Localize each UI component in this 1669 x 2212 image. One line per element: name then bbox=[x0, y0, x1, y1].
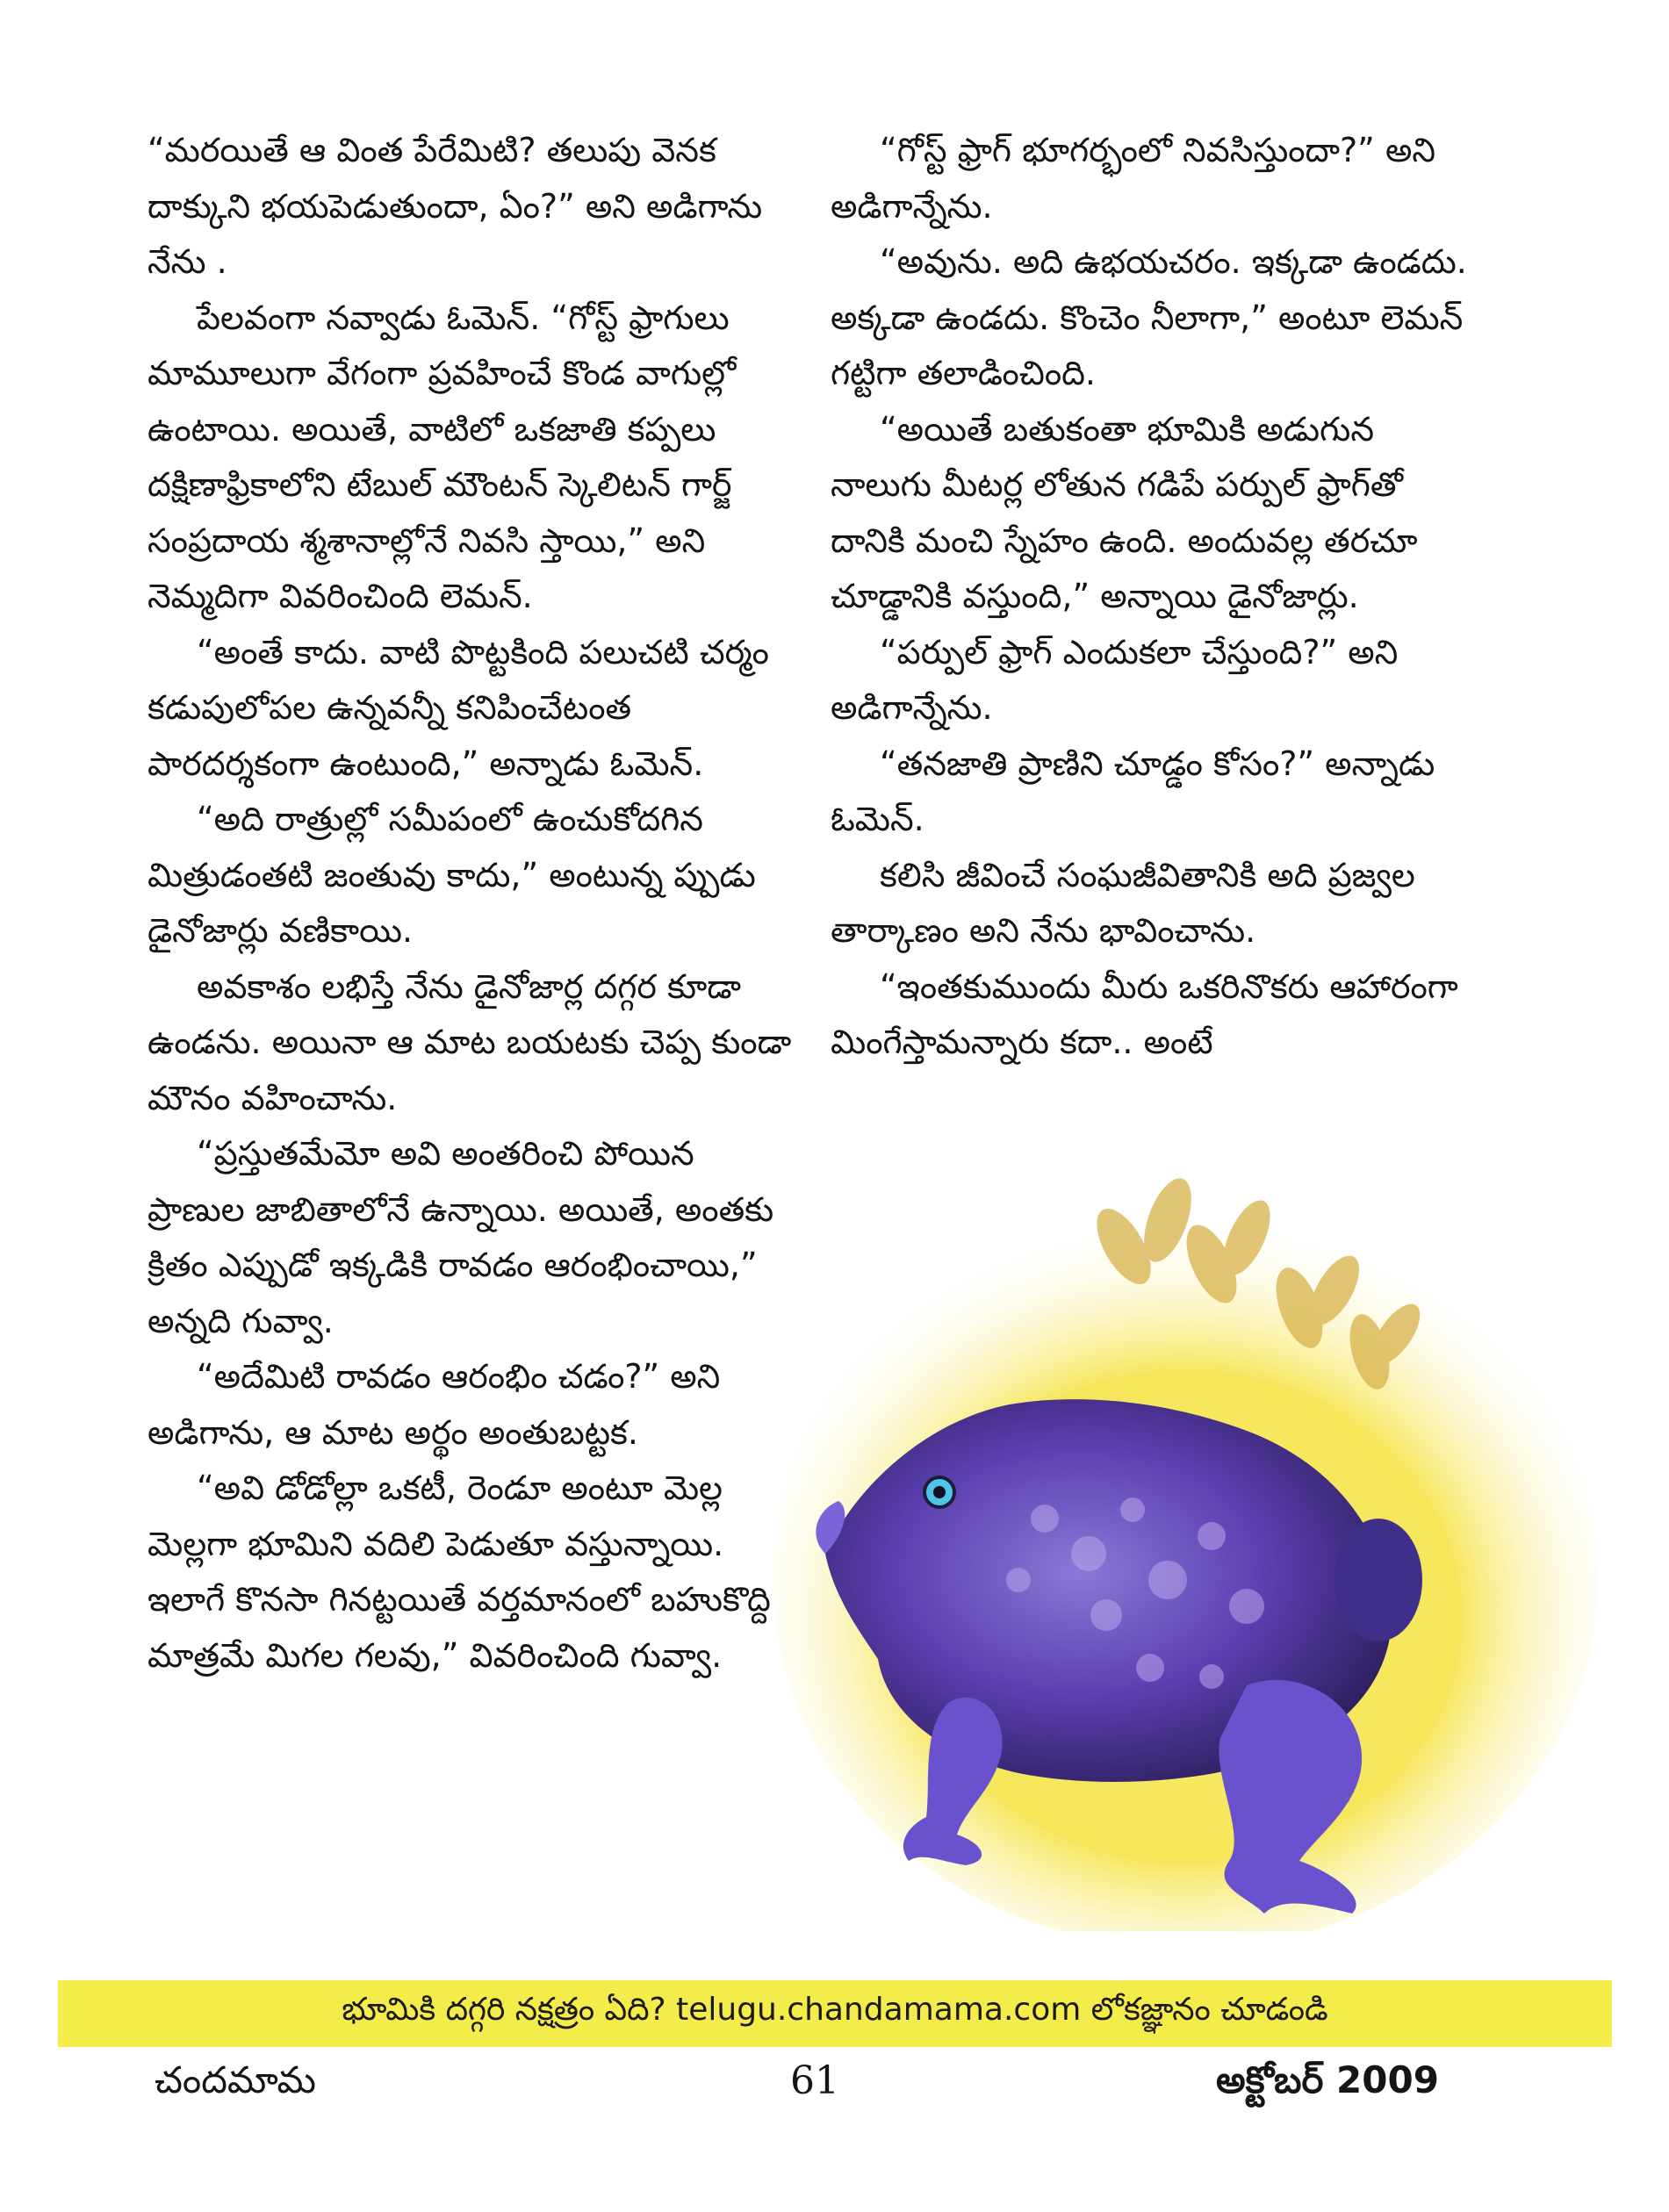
page-number: 61 bbox=[790, 2058, 839, 2103]
paragraph: పేలవంగా నవ్వాడు ఓమెన్. “గోస్ట్ ఫ్రాగులు మామూలుగా వేగంగా ప్రవహించే కొండ వాగుల్లో ఉంటాయి. అయితే, వాటిలో ఒకజాతి కప్పలు దక్షిణాఫ్రికాలోని టేబుల్ మౌంటన్ స్కెలిటన్ గార్జ్ సంప్రదాయ శ్మశానాల్లోనే నివసి స్తాయి,” అని నెమ్మదిగా వివరించింది లెమన్. bbox=[147, 298, 737, 615]
paragraph: “మరయితే ఆ వింత పేరేమిటి? తలుపు వెనక దాక్కుని భయపెడుతుందా, ఏం?” అని అడిగాను నేను . bbox=[147, 131, 763, 281]
paragraph: “గోస్ట్ ఫ్రాగ్ భూగర్భంలో నివసిస్తుందా?” అని అడిగాన్నేను. bbox=[831, 131, 1436, 226]
paragraph: కలిసి జీవించే సంఘజీవితానికి అది ప్రజ్వల తార్కాణం అని నేను భావించాను. bbox=[831, 855, 1415, 950]
paragraph: “తనజాతి ప్రాణిని చూడ్డం కోసం?” అన్నాడు ఓమెన్. bbox=[831, 743, 1435, 838]
magazine-name: చందమామ bbox=[155, 2058, 316, 2101]
paragraph: “అది రాత్రుల్లో సమీపంలో ఉంచుకోదగిన మిత్రుడంతటి జంతువు కాదు,” అంటున్న ప్పుడు డైనోజార్లు వణికాయి. bbox=[147, 800, 756, 950]
paragraph: అవకాశం లభిస్తే నేను డైనోజార్ల దగ్గర కూడా ఉండను. అయినా ఆ మాట బయటకు చెప్ప కుండా మౌనం వహించాను. bbox=[147, 966, 792, 1117]
left-text-column bbox=[147, 123, 795, 1684]
right-text-column bbox=[831, 123, 1468, 1071]
paragraph: “ఇంతకుముందు మీరు ఒకరినొకరు ఆహారంగా మింగేస్తామన్నారు కదా.. అంటే bbox=[831, 966, 1458, 1061]
paragraph: “అయితే బతుకంతా భూమికి అడుగున నాలుగు మీటర్ల లోతున గడిపే పర్పుల్ ఫ్రాగ్‌తో దానికి మంచి స్నేహం ఉంది. అందువల్ల తరచూ చూడ్డానికి వస్తుంది,” అన్నాయి డైనోజార్లు. bbox=[831, 409, 1418, 615]
paragraph: “అంతే కాదు. వాటి పొట్టకింది పలుచటి చర్మం కడుపులోపల ఉన్నవన్నీ కనిపించేటంత పారదర్శకంగా ఉంటుంది,” అన్నాడు ఓమెన్. bbox=[147, 632, 769, 783]
paragraph: “ప్రస్తుతమేమో అవి అంతరించి పోయిన ప్రాణుల జాబితాలోనే ఉన్నాయి. అయితే, అంతకు క్రితం ఎప్పుడో ఇక్కడికి రావడం ఆరంభించాయి,” అన్నది గువ్వా. bbox=[147, 1134, 774, 1340]
paragraph: “అవి డోడోల్లా ఒకటీ, రెండూ అంటూ మెల్ల మెల్లగా భూమిని వదిలి పెడుతూ వస్తున్నాయి. ఇలాగే కొనసా గినట్టయితే వర్తమానంలో బహుకొద్ది మాత్రమే మిగల గలవు,” వివరించింది గువ్వా. bbox=[147, 1469, 771, 1675]
banner-text: భూమికి దగ్గరి నక్షత్రం ఏది? telugu.chandamama.com లోకజ్ఞానం చూడండి bbox=[342, 1992, 1328, 2028]
paragraph: “అవును. అది ఉభయచరం. ఇక్కడా ఉండదు. అక్కడా ఉండదు. కొంచెం నీలాగా,” అంటూ లెమన్ గట్టిగా తలాడించింది. bbox=[831, 242, 1467, 392]
promo-banner bbox=[58, 1980, 1612, 2047]
paragraph: “పర్పుల్ ఫ్రాగ్ ఎందుకలా చేస్తుంది?” అని అడిగాన్నేను. bbox=[831, 632, 1399, 727]
issue-date: అక్టోబర్ 2009 bbox=[1216, 2058, 1439, 2101]
frog-icon bbox=[755, 1141, 1598, 1931]
paragraph: “అదేమిటి రావడం ఆరంభిం చడం?” అని అడిగాను, ఆ మాట అర్థం అంతుబట్టక. bbox=[147, 1357, 721, 1452]
purple-frog-illustration bbox=[755, 1141, 1598, 1931]
